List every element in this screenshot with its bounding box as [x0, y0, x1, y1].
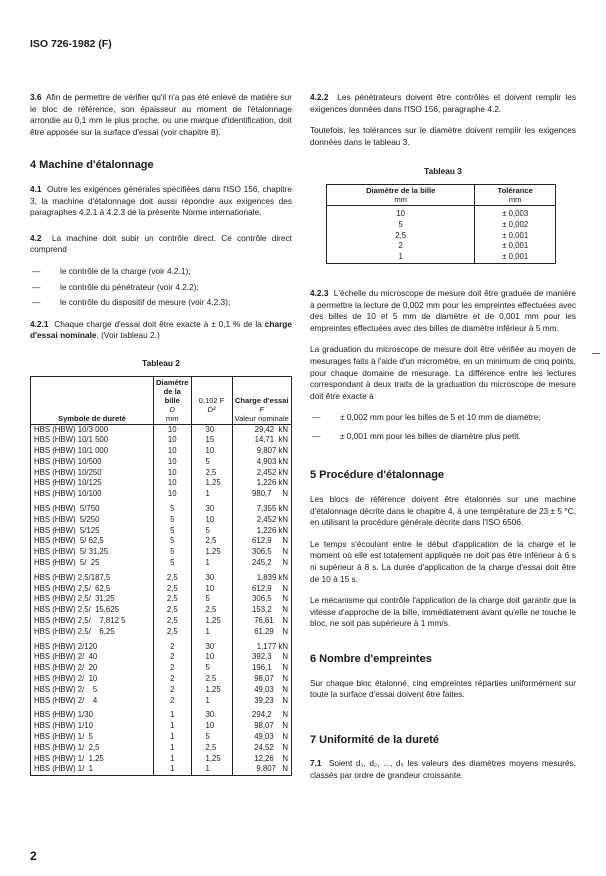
ratio-cell: 1,25 [191, 754, 232, 765]
load-cell: 98,07 N [232, 674, 292, 685]
symbol-cell: HBS (HBW) 1/ 2,5 [34, 742, 100, 752]
diameter-cell: 2,5 [154, 616, 192, 627]
diameter-cell: 10 [154, 468, 192, 479]
load-cell: 7,355 kN [232, 500, 292, 515]
paragraph-text: Afin de permettre de vérifier qu'il n'a pas été enlevé de matière sur le bloc de référence, son épaisseur au moment de l'étalonnage arrondie au 0,1 mm le plus proche, ou une marque d'identification, doit être apposée sur la surface d'essai (voir chapitre 8). [30, 92, 292, 137]
load-cell: 1,839 kN [232, 569, 292, 584]
col-header-tolerance [475, 184, 556, 205]
list-item: — le contrôle de la charge (voir 4.2.1); [30, 266, 292, 278]
diameter-cell: 2,5 [154, 569, 192, 584]
diameter-cell: 2 [154, 663, 192, 674]
list-item: — le contrôle du dispositif de mesure (voir 4.2.3); [30, 297, 292, 309]
list-item: — le contrôle du pénétrateur (voir 4.2.2); [30, 282, 292, 294]
left-column [30, 92, 292, 776]
load-cell: 24,52 N [232, 743, 292, 754]
ratio-cell: 5 [191, 526, 232, 537]
load-cell: 1,177 kN [232, 638, 292, 653]
ratio-cell: 30 [191, 500, 232, 515]
load-cell: 49,03 N [232, 732, 292, 743]
col-header-load [232, 376, 292, 424]
table-row [31, 685, 292, 696]
ratio-cell: 1 [191, 489, 232, 500]
symbol-cell: HBS (HBW) 2/ 40 [34, 652, 98, 662]
ratio-cell: 10 [191, 446, 232, 457]
symbol-cell: HBS (HBW) 2,5/ 31,25 [34, 594, 115, 604]
diameter-cell: 10 [154, 457, 192, 468]
header-text: Valeur nominale [234, 413, 289, 423]
list-item: — ± 0,001 mm pour les billes de diamètre plus petit. [310, 431, 576, 443]
ratio-cell: 1 [191, 627, 232, 638]
diameter-cell: 5 [154, 500, 192, 515]
paragraph-4-2-3 [310, 288, 576, 334]
symbol-cell: HBS (HBW) 1/ 5 [34, 732, 93, 742]
load-cell: 9,807 kN [232, 446, 292, 457]
diameter-cell: 2 [398, 241, 403, 251]
table-row [31, 515, 292, 526]
symbol-cell: HBS (HBW) 5/ 25 [34, 558, 100, 568]
symbol-cell: HBS (HBW) 5/ 31,25 [34, 547, 109, 557]
table-row [327, 205, 556, 219]
list-item: — ± 0,002 mm pour les billes de 5 et 10 mm de diamètre; [310, 412, 576, 424]
document-header: ISO 726-1982 (F) [30, 38, 112, 50]
load-cell: 392,3 N [232, 652, 292, 663]
table-row [327, 231, 556, 242]
symbol-cell: HBS (HBW) 2,5/187,5 [34, 572, 111, 582]
table-row [31, 558, 292, 569]
ratio-cell: 15 [191, 435, 232, 446]
table-row [31, 435, 292, 446]
symbol-cell: HBS (HBW) 2/ 20 [34, 663, 98, 673]
table-row [31, 468, 292, 479]
table-row [31, 446, 292, 457]
diameter-cell: 2 [154, 652, 192, 663]
paragraph-text: Outre les exigences générales spécifiées dans l'ISO 156, chapitre 3, la machine d'étalonnage doit aussi répondre aux exigences des paragraphes 4.2.1 à 4.2.3 de la présente Norme internationale. [30, 183, 292, 218]
ratio-cell: 2,5 [191, 468, 232, 479]
clause-number: 4.2.3 [310, 287, 329, 298]
load-cell: 29,42 kN [232, 424, 292, 435]
header-text: D [169, 404, 175, 414]
paragraph-4-1 [30, 184, 292, 219]
ratio-cell: 10 [191, 515, 232, 526]
table-row [31, 547, 292, 558]
symbol-cell: HBS (HBW) 2,5/ 7,812 5 [34, 616, 126, 626]
ratio-cell: 1,25 [191, 547, 232, 558]
diameter-cell: 2,5 [154, 594, 192, 605]
header-text: mm [508, 194, 522, 204]
section-heading-5: 5 Procédure d'étalonnage [310, 469, 445, 482]
diameter-cell: 10 [154, 489, 192, 500]
header-text: Charge d'essai [234, 395, 289, 405]
symbol-cell: HBS (HBW) 2/ 10 [34, 674, 98, 684]
diameter-cell: 2 [154, 696, 192, 707]
clause-number: 4.2.1 [30, 318, 49, 329]
table-row [31, 627, 292, 638]
table-row [327, 252, 556, 263]
symbol-cell: HBS (HBW) 2,5/ 6,25 [34, 626, 115, 636]
ratio-cell: 2,5 [191, 674, 232, 685]
paragraph-7-1 [310, 758, 576, 781]
tolerance-cell: ± 0,001 [475, 252, 556, 263]
ratio-cell: 10 [191, 721, 232, 732]
symbol-cell: HBS (HBW) 2/ 5 [34, 684, 98, 694]
symbol-cell: HBS (HBW) 10/1 500 [34, 435, 109, 445]
diameter-cell: 1 [154, 732, 192, 743]
symbol-cell: HBS (HBW) 1/10 [34, 721, 93, 731]
header-text: 0,102 F [198, 395, 225, 405]
clause-number: 4.2.2 [310, 92, 329, 102]
symbol-cell: HBS (HBW) 10/1 000 [34, 446, 109, 456]
load-cell: 61,29 N [232, 627, 292, 638]
col-header-diameter [327, 184, 475, 205]
ratio-cell: 5 [191, 457, 232, 468]
table-3-caption: Tableau 3 [424, 166, 462, 177]
symbol-cell: HBS (HBW) 5/125 [34, 525, 100, 535]
table-row [31, 536, 292, 547]
right-column [310, 92, 576, 792]
symbol-cell: HBS (HBW) 1/30 [34, 710, 93, 720]
load-cell: 4,903 kN [232, 457, 292, 468]
table-row [31, 706, 292, 721]
symbol-cell: HBS (HBW) 5/ 62,5 [34, 536, 104, 546]
table-3 [326, 184, 556, 264]
header-text: mm [394, 194, 408, 204]
symbol-cell: HBS (HBW) 2,5/ 62,5 [34, 583, 111, 593]
clause-number: 3.6 [30, 92, 42, 102]
ratio-cell: 1 [191, 764, 232, 775]
load-cell: 612,9 N [232, 536, 292, 547]
table-2 [30, 376, 292, 777]
paragraph-text: L'échelle du microscope de mesure doit être graduée de manière à permettre la lecture de 0,002 mm pour les empreintes effectuées avec des billes de 10 et 5 mm de diamètre et de 0,001 mm pour les empreintes effectuées avec des billes de diamètre inférieur à 5 mm. [310, 287, 576, 333]
load-cell: 98,07 N [232, 721, 292, 732]
col-header-symbol: Symbole de dureté [31, 376, 154, 424]
col-header-ratio [191, 376, 232, 424]
section-heading-4: 4 Machine d'étalonnage [30, 159, 154, 172]
table-row [31, 616, 292, 627]
load-cell: 76,61 N [232, 616, 292, 627]
table-row [31, 569, 292, 584]
symbol-cell: HBS (HBW) 10/500 [34, 456, 102, 466]
load-cell: 1,226 kN [232, 526, 292, 537]
section-heading-6: 6 Nombre d'empreintes [310, 653, 432, 666]
ratio-cell: 1,25 [191, 478, 232, 489]
paragraph-text: Les pénétrateurs doivent être contrôlés et doivent remplir les exigences données dans l'ISO 156, paragraphe 4.2. [310, 92, 576, 114]
table-row [31, 478, 292, 489]
load-cell: 49,03 N [232, 685, 292, 696]
header-text: Tolérance [497, 185, 533, 195]
tolerance-cell: ± 0,001 [475, 241, 556, 252]
diameter-cell: 1 [154, 721, 192, 732]
tolerance-cell: ± 0,002 [475, 220, 556, 231]
load-cell: 153,2 N [232, 605, 292, 616]
ratio-cell: 5 [191, 594, 232, 605]
table-row [31, 663, 292, 674]
table-2-caption: Tableau 2 [142, 357, 180, 368]
tolerance-list [310, 412, 576, 442]
table-row [31, 424, 292, 435]
load-cell: 612,9 N [232, 584, 292, 595]
margin-mark [592, 353, 600, 354]
paragraph-5a: Les blocs de référence doivent être étalonnés sur une machine d'étalonnage décrite dans le chapitre 4, à une température de 23 ± 5 °C, en utilisant la procédure générale décrite dans l'ISO 6506. [310, 494, 576, 528]
paragraph-4-2 [30, 233, 292, 256]
table-row [31, 721, 292, 732]
header-text: F [259, 404, 265, 414]
load-cell: 980,7 N [232, 489, 292, 500]
table-row [31, 638, 292, 653]
paragraph-6: Sur chaque bloc étalonné, cinq empreintes réparties uniformément sur toute la surface d'essai doivent être faites. [310, 677, 576, 700]
symbol-cell: HBS (HBW) 5/750 [34, 504, 100, 514]
paragraph-text: Chaque charge d'essai doit être exacte à ± 0,1 % de la [54, 318, 265, 329]
symbol-cell: HBS (HBW) 10/125 [34, 478, 102, 488]
load-cell: 39,23 N [232, 696, 292, 707]
diameter-cell: 5 [154, 558, 192, 569]
ratio-cell: 30 [191, 706, 232, 721]
diameter-cell: 2,5 [154, 627, 192, 638]
symbol-cell: HBS (HBW) 1/ 1 [34, 764, 93, 774]
ratio-cell: 1 [191, 696, 232, 707]
table-row [31, 584, 292, 595]
table-row [31, 743, 292, 754]
diameter-cell: 10 [396, 208, 406, 218]
section-heading-7: 7 Uniformité de la dureté [310, 733, 439, 746]
diameter-cell: 1 [154, 743, 192, 754]
paragraph-text: . (Voir tableau 2.) [96, 330, 160, 341]
diameter-cell: 1 [154, 754, 192, 765]
load-cell: 9,807 N [232, 764, 292, 775]
diameter-cell: 10 [154, 446, 192, 457]
paragraph-graduation: La graduation du microscope de mesure doit être vérifiée au moyen de mesurages faits à l'aide d'un micromètre, en un minimum de cinq points, pour chaque domaine de mesurage. La différence entre les lectures correspondant à deux traits de la graduation du microscope de mesure doit être exacte à [310, 344, 576, 401]
ratio-cell: 1,25 [191, 616, 232, 627]
clause-number: 7.1 [310, 758, 322, 769]
symbol-cell: HBS (HBW) 2,5/ 15,625 [34, 605, 119, 615]
load-cell: 2,452 kN [232, 515, 292, 526]
paragraph-text: Soient d₁, d₂, ..., d₅ les valeurs des diamètres moyens mesurés, classés par ordre de grandeur croissante. [310, 758, 576, 780]
diameter-cell: 5 [154, 526, 192, 537]
load-cell: 306,5 N [232, 594, 292, 605]
diameter-cell: 5 [154, 536, 192, 547]
table-row [327, 241, 556, 252]
table-row [31, 605, 292, 616]
table-row [31, 652, 292, 663]
symbol-cell: HBS (HBW) 5/250 [34, 514, 100, 524]
load-cell: 12,26 N [232, 754, 292, 765]
symbol-cell: HBS (HBW) 10/100 [34, 489, 102, 499]
clause-number: 4.1 [30, 183, 42, 194]
table-row [31, 696, 292, 707]
header-text: mm [165, 413, 179, 423]
table-row [31, 764, 292, 775]
load-cell: 1,226 kN [232, 478, 292, 489]
paragraph-3-6 [30, 92, 292, 138]
paragraph-4-2-1 [30, 319, 292, 342]
diameter-cell: 5 [398, 219, 403, 229]
paragraph-5c: Le mécanisme qui contrôle l'application de la charge doit garantir que la vitesse d'approche de la bille, immédiatement avant qu'elle ne touche le bloc, ne soit pas supérieure à 1 mm/s. [310, 595, 576, 629]
diameter-cell: 2 [154, 638, 192, 653]
table-row [31, 526, 292, 537]
emphasis-text: charge d'essai nominale [30, 318, 292, 341]
table-row [31, 457, 292, 468]
ratio-cell: 1 [191, 558, 232, 569]
load-cell: 294,2 N [232, 706, 292, 721]
table-row [31, 732, 292, 743]
diameter-cell: 2 [154, 674, 192, 685]
ratio-cell: 30 [191, 569, 232, 584]
paragraph-toutefois: Toutefois, les tolérances sur le diamètre doivent remplir les exigences données dans le tableau 3. [310, 125, 576, 147]
load-cell: 306,5 N [232, 547, 292, 558]
diameter-cell: 2,5 [154, 584, 192, 595]
header-text: Diamètre de la bille [366, 185, 436, 195]
header-text: Diamètre de la bille [156, 377, 189, 405]
ratio-cell: 5 [191, 663, 232, 674]
table-row [31, 674, 292, 685]
symbol-cell: HBS (HBW) 1/ 1,25 [34, 753, 104, 763]
load-cell: 2,452 kN [232, 468, 292, 479]
paragraph-4-2-2 [310, 92, 576, 115]
symbol-cell: HBS (HBW) 2/120 [34, 641, 98, 651]
ratio-cell: 30 [191, 424, 232, 435]
ratio-cell: 1,25 [191, 685, 232, 696]
diameter-cell: 1 [154, 764, 192, 775]
ratio-cell: 2,5 [191, 605, 232, 616]
load-cell: 196,1 N [232, 663, 292, 674]
table-row [31, 754, 292, 765]
diameter-cell: 10 [154, 424, 192, 435]
diameter-cell: 2,5 [154, 605, 192, 616]
symbol-cell: HBS (HBW) 2/ 4 [34, 695, 98, 705]
ratio-cell: 10 [191, 584, 232, 595]
table-row [327, 220, 556, 231]
clause-number: 4.2 [30, 232, 42, 243]
diameter-cell: 2,5 [395, 230, 407, 240]
diameter-cell: 10 [154, 435, 192, 446]
tolerance-cell: ± 0,003 [475, 205, 556, 219]
tolerance-cell: ± 0,001 [475, 231, 556, 242]
diameter-cell: 1 [398, 252, 403, 262]
page-number: 2 [30, 849, 37, 863]
header-text: D² [207, 404, 216, 414]
symbol-cell: HBS (HBW) 10/3 000 [34, 424, 109, 434]
table-row [31, 489, 292, 500]
diameter-cell: 5 [154, 547, 192, 558]
table-row [31, 500, 292, 515]
ratio-cell: 5 [191, 732, 232, 743]
diameter-cell: 10 [154, 478, 192, 489]
ratio-cell: 2,5 [191, 536, 232, 547]
paragraph-5b: Le temps s'écoulant entre le début d'application de la charge et le moment où elle est totalement appliquée ne doit pas être inférieur à 6 s ni supérieur à 8 s. La durée d'application de la charge d'essai doit être de 10 à 15 s. [310, 538, 576, 584]
ratio-cell: 30 [191, 638, 232, 653]
diameter-cell: 1 [154, 706, 192, 721]
ratio-cell: 2,5 [191, 743, 232, 754]
diameter-cell: 2 [154, 685, 192, 696]
load-cell: 245,2 N [232, 558, 292, 569]
load-cell: 14,71 kN [232, 435, 292, 446]
table-row [31, 594, 292, 605]
ratio-cell: 10 [191, 652, 232, 663]
symbol-cell: HBS (HBW) 10/250 [34, 467, 102, 477]
col-header-diameter [154, 376, 192, 424]
diameter-cell: 5 [154, 515, 192, 526]
paragraph-text: La machine doit subir un contrôle direct. Ce contrôle direct comprend [30, 232, 292, 255]
control-list [30, 266, 292, 309]
